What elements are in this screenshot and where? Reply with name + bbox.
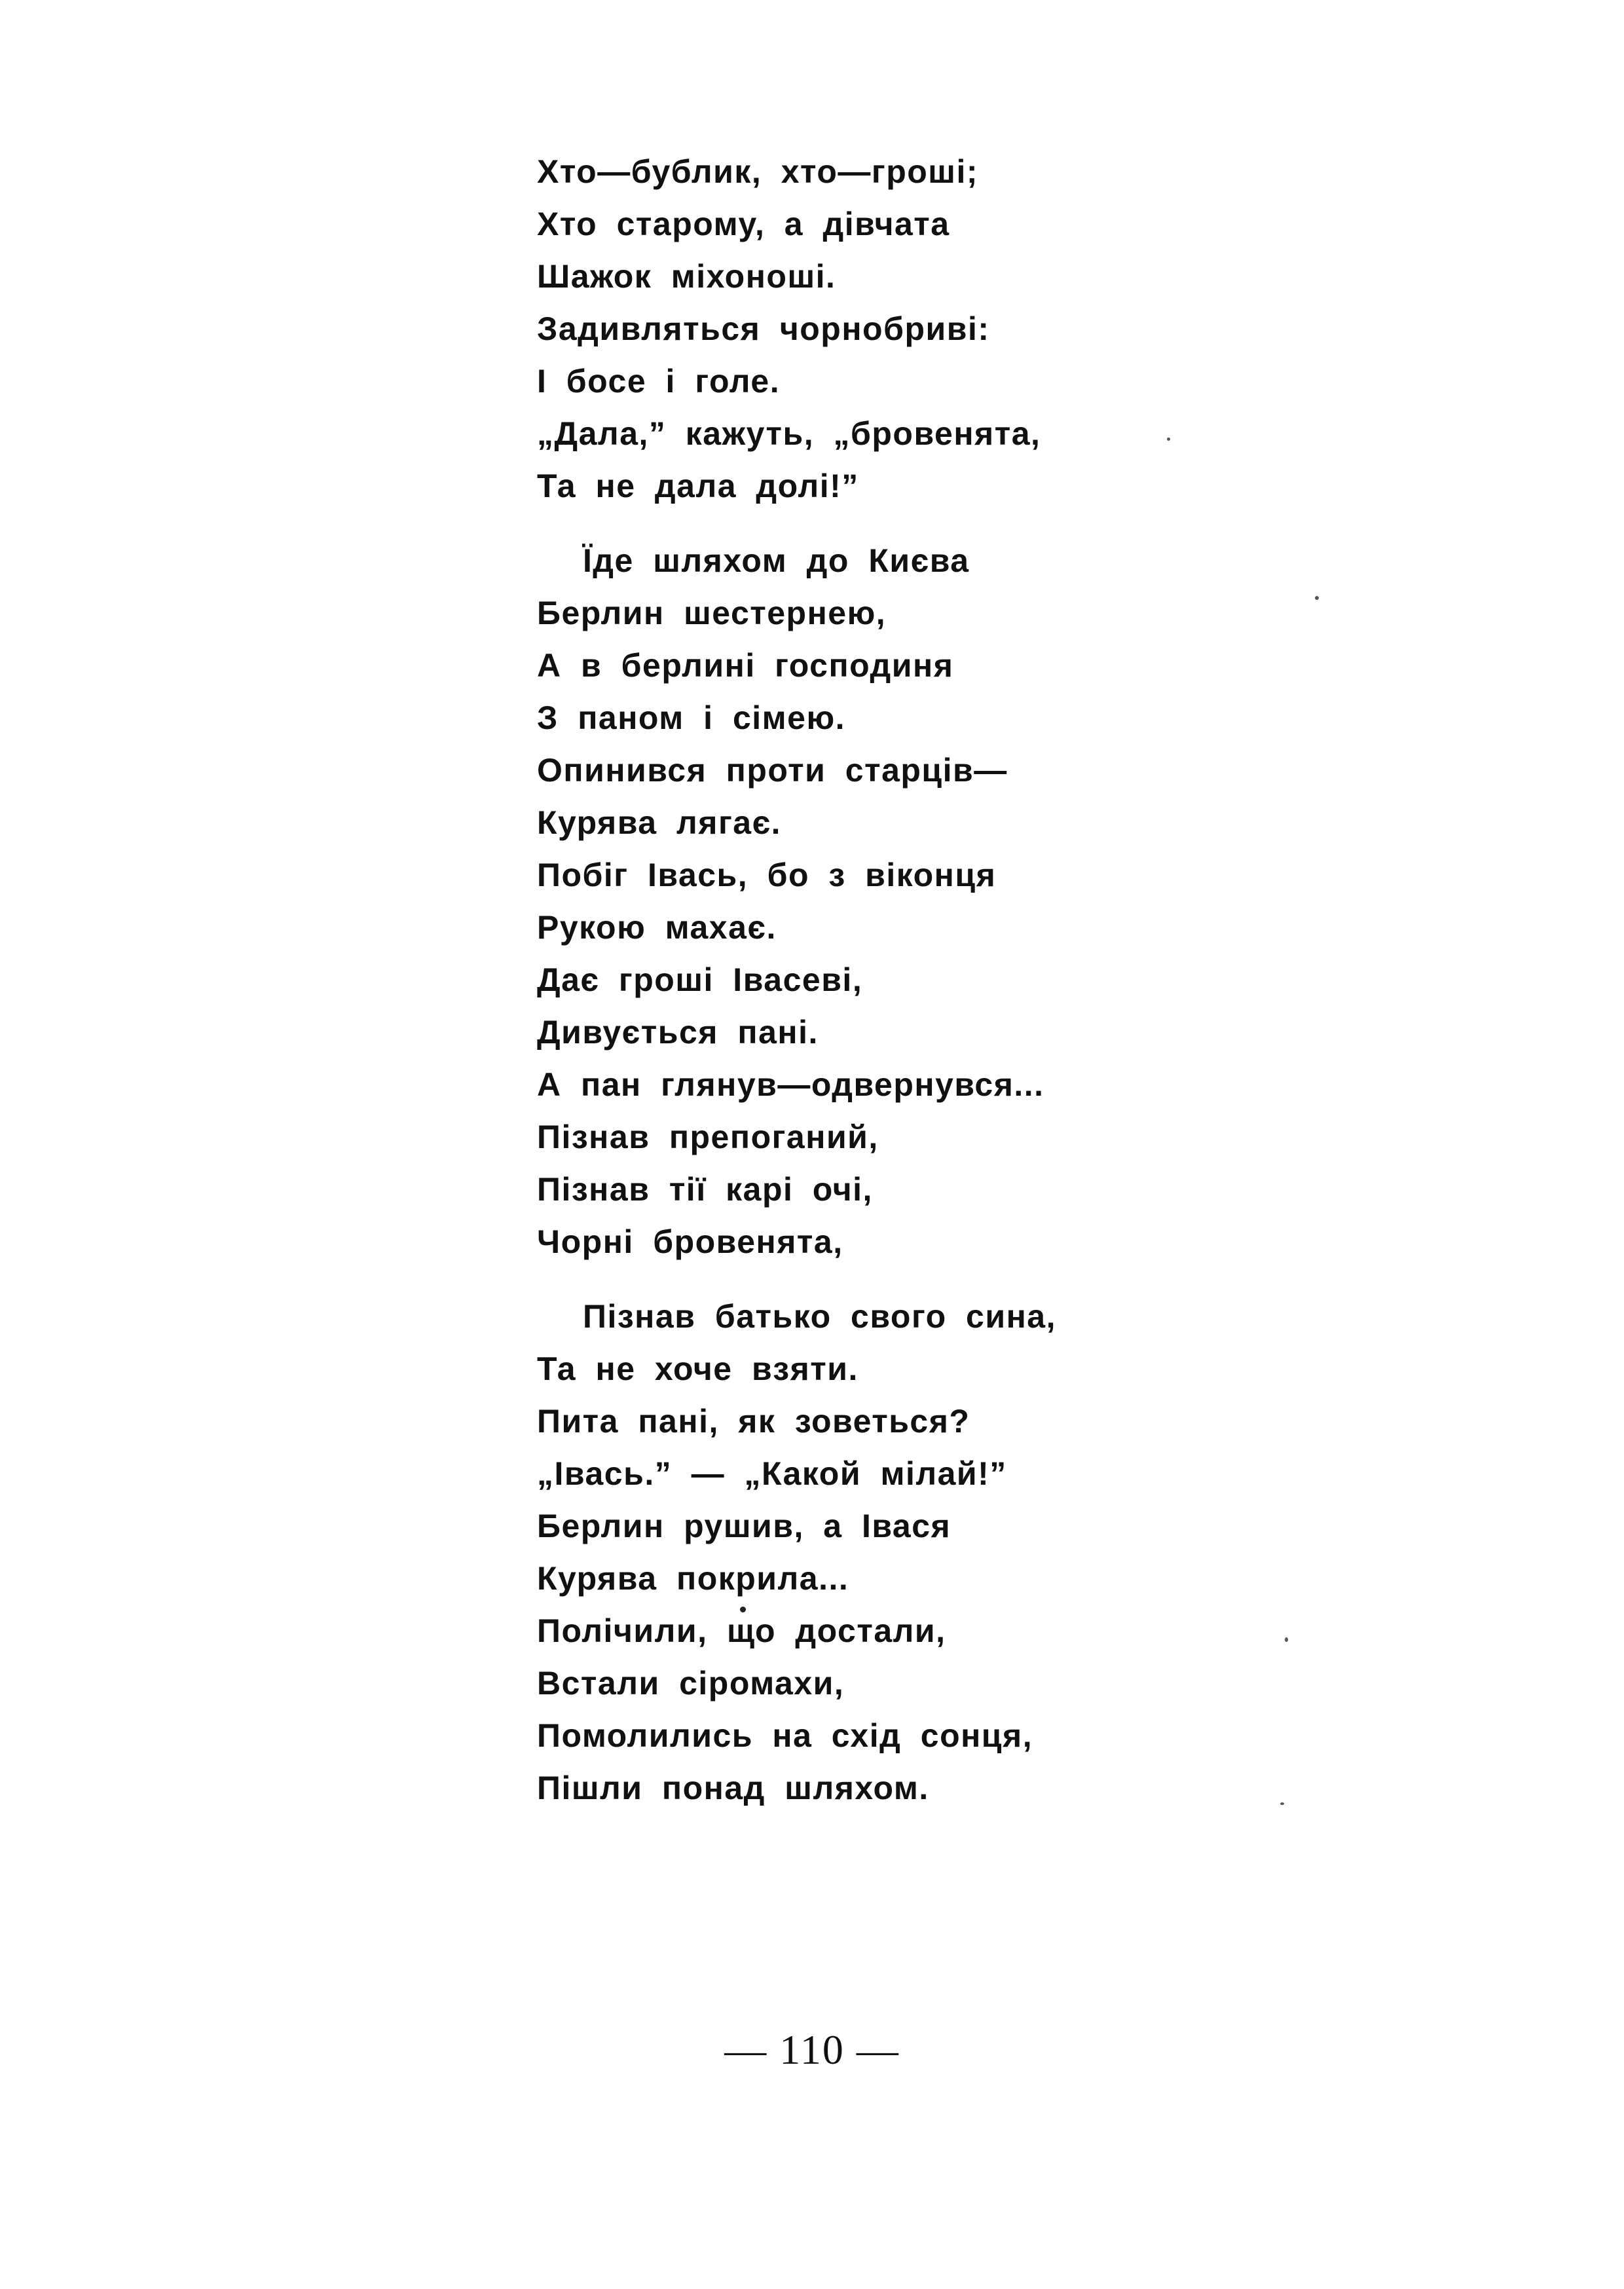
poem-line: „Івась.” — „Какой мілай!” — [537, 1455, 1007, 1492]
poem-line: Шажок міхоноші. — [537, 258, 836, 295]
poem-line: Берлин рушив, а Івася — [537, 1508, 951, 1544]
scan-speck — [1315, 596, 1319, 600]
poem-line: Встали сіромахи, — [537, 1665, 845, 1702]
stanza-1 — [537, 145, 1192, 512]
poem-line: Полічили, що достали, — [537, 1612, 946, 1649]
stanza-2 — [537, 534, 1192, 1268]
poem-line: З паном і сімею. — [537, 699, 846, 736]
poem-line: Курява лягає. — [537, 804, 782, 841]
page-number: — 110 — — [724, 2026, 900, 2073]
poem-line: Дає гроші Івасеві, — [537, 961, 863, 998]
poem-line: Курява покрила... — [537, 1560, 849, 1597]
poem-line: Пита пані, як зоветься? — [537, 1403, 970, 1440]
poem-line: „Дала,” кажуть, „бровенята, — [537, 415, 1041, 452]
poem-line: Задивляться чорнобриві: — [537, 310, 990, 347]
poem-line: Пізнав батько свого сина, — [583, 1298, 1057, 1335]
poem-line: А в берлині господиня — [537, 647, 954, 684]
poem-line: Та не хоче взяти. — [537, 1350, 858, 1387]
poem-line: А пан глянув—одвернувся... — [537, 1066, 1044, 1103]
poem-line: Побіг Івась, бо з віконця — [537, 857, 997, 893]
poem-line: Їде шляхом до Києва — [583, 542, 970, 579]
scan-speck — [740, 1607, 746, 1612]
poem-line: Та не дала долі!” — [537, 468, 859, 504]
poem-line: Хто—бублик, хто—гроші; — [537, 153, 979, 190]
poem-line: Опинився проти старців— — [537, 752, 1008, 789]
poem-line: Помолились на схід сонця, — [537, 1717, 1033, 1754]
poem-line: Хто старому, а дівчата — [537, 206, 950, 242]
poem-line: Пізнав тії карі очі, — [537, 1171, 873, 1208]
scan-speck — [1167, 437, 1170, 441]
poem-line: Дивується пані. — [537, 1014, 819, 1051]
scan-speck — [1280, 1802, 1284, 1805]
poem-line: Рукою махає. — [537, 909, 777, 946]
poem-line: Пішли понад шляхом. — [537, 1770, 929, 1806]
poem-line: Пізнав препоганий, — [537, 1119, 879, 1155]
poem-line: Берлин шестернею, — [537, 595, 887, 631]
poem-line: І босе і голе. — [537, 363, 781, 400]
scan-speck — [1285, 1637, 1288, 1642]
poem-line: Чорні бровенята, — [537, 1223, 843, 1260]
poem-text — [537, 145, 1192, 1814]
stanza-3 — [537, 1290, 1192, 1814]
